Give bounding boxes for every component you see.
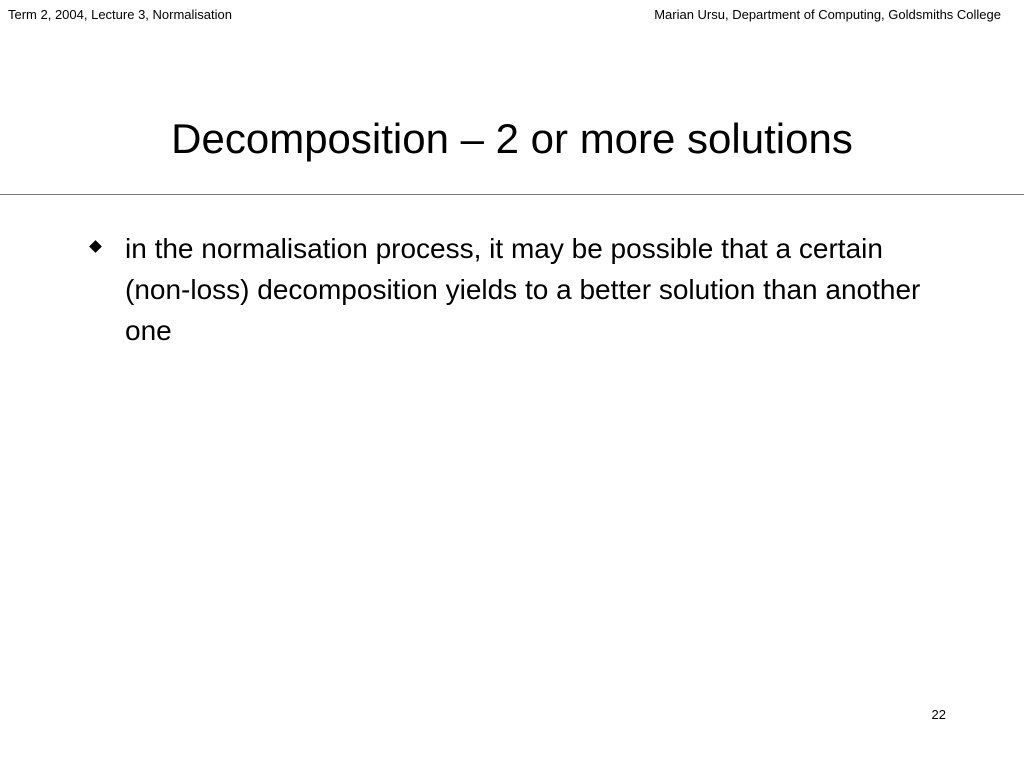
diamond-bullet-icon [89,240,102,253]
bullet-item [90,228,930,351]
title-divider [0,194,1024,195]
bullet-list [90,228,930,351]
page-number: 22 [931,707,946,722]
header-course-info: Term 2, 2004, Lecture 3, Normalisation [8,7,232,22]
bullet-text: in the normalisation process, it may be possible that a certain (non-loss) decomposition yields to a better solution than another one [125,233,921,346]
slide-title: Decomposition – 2 or more solutions [171,115,853,162]
header-author-info: Marian Ursu, Department of Computing, Goldsmiths College [654,7,1001,22]
